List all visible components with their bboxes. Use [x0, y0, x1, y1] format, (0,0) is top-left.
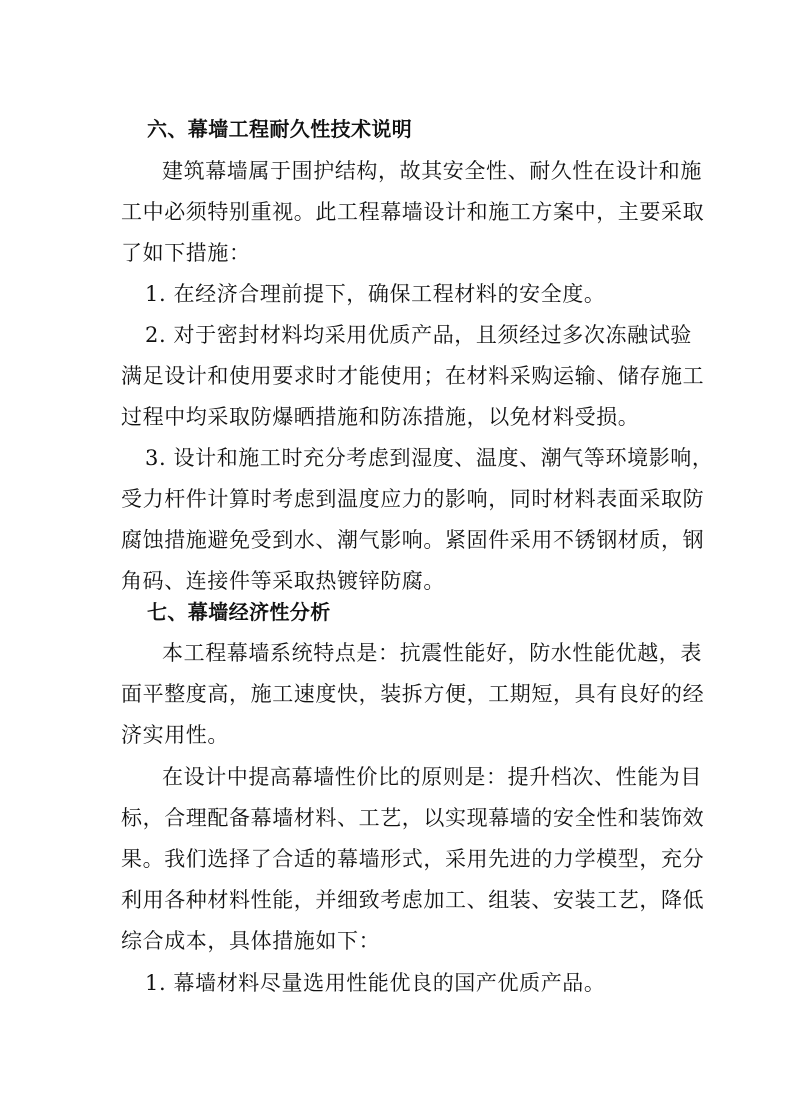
section-7-para-2-line-4: 利用各种材料性能，并细致考虑加工、组装、安装工艺，降低 [121, 888, 705, 912]
section-7-para-1-line-2: 面平整度高，施工速度快，装拆方便，工期短，具有良好的经 [121, 682, 705, 706]
section-6-intro-line-1: 建筑幕墙属于围护结构，故其安全性、耐久性在设计和施 [162, 159, 702, 183]
section-6-item-3-line-4: 角码、连接件等采取热镀锌防腐。 [121, 569, 445, 593]
section-6-item-2-line-1: 2. 对于密封材料均采用优质产品，且须经过多次冻融试验 [145, 323, 692, 347]
section-6-item-2-line-3: 过程中均采取防爆晒措施和防冻措施，以免材料受损。 [121, 405, 640, 429]
section-6-item-3-line-1: 3. 设计和施工时充分考虑到湿度、温度、潮气等环境影响， [145, 446, 714, 470]
section-7-item-1-line-1: 1. 幕墙材料尽量选用性能优良的国产优质产品。 [145, 971, 606, 995]
section-7-para-2-line-3: 果。我们选择了合适的幕墙形式，采用先进的力学模型，充分 [121, 847, 705, 871]
section-6-intro-line-3: 了如下措施： [121, 241, 251, 265]
section-6-item-1-line-1: 1. 在经济合理前提下，确保工程材料的安全度。 [145, 282, 606, 306]
section-6-item-2-line-2: 满足设计和使用要求时才能使用；在材料采购运输、储存施工 [121, 364, 705, 388]
section-7-para-1-line-3: 济实用性。 [121, 723, 229, 747]
section-7-para-2-line-5: 综合成本，具体措施如下： [121, 929, 381, 953]
section-6-heading: 六、幕墙工程耐久性技术说明 [147, 117, 413, 141]
section-7-para-2-line-1: 在设计中提高幕墙性价比的原则是：提升档次、性能为目 [162, 765, 702, 789]
section-7-para-1-line-1: 本工程幕墙系统特点是：抗震性能好，防水性能优越，表 [162, 641, 702, 665]
section-6-item-3-line-2: 受力杆件计算时考虑到温度应力的影响，同时材料表面采取防 [121, 487, 705, 511]
section-6-intro-line-2: 工中必须特别重视。此工程幕墙设计和施工方案中，主要采取 [121, 200, 705, 224]
section-7-para-2-line-2: 标，合理配备幕墙材料、工艺，以实现幕墙的安全性和装饰效 [121, 806, 705, 830]
section-7-heading: 七、幕墙经济性分析 [147, 600, 331, 624]
section-6-item-3-line-3: 腐蚀措施避免受到水、潮气影响。紧固件采用不锈钢材质，钢 [121, 528, 705, 552]
